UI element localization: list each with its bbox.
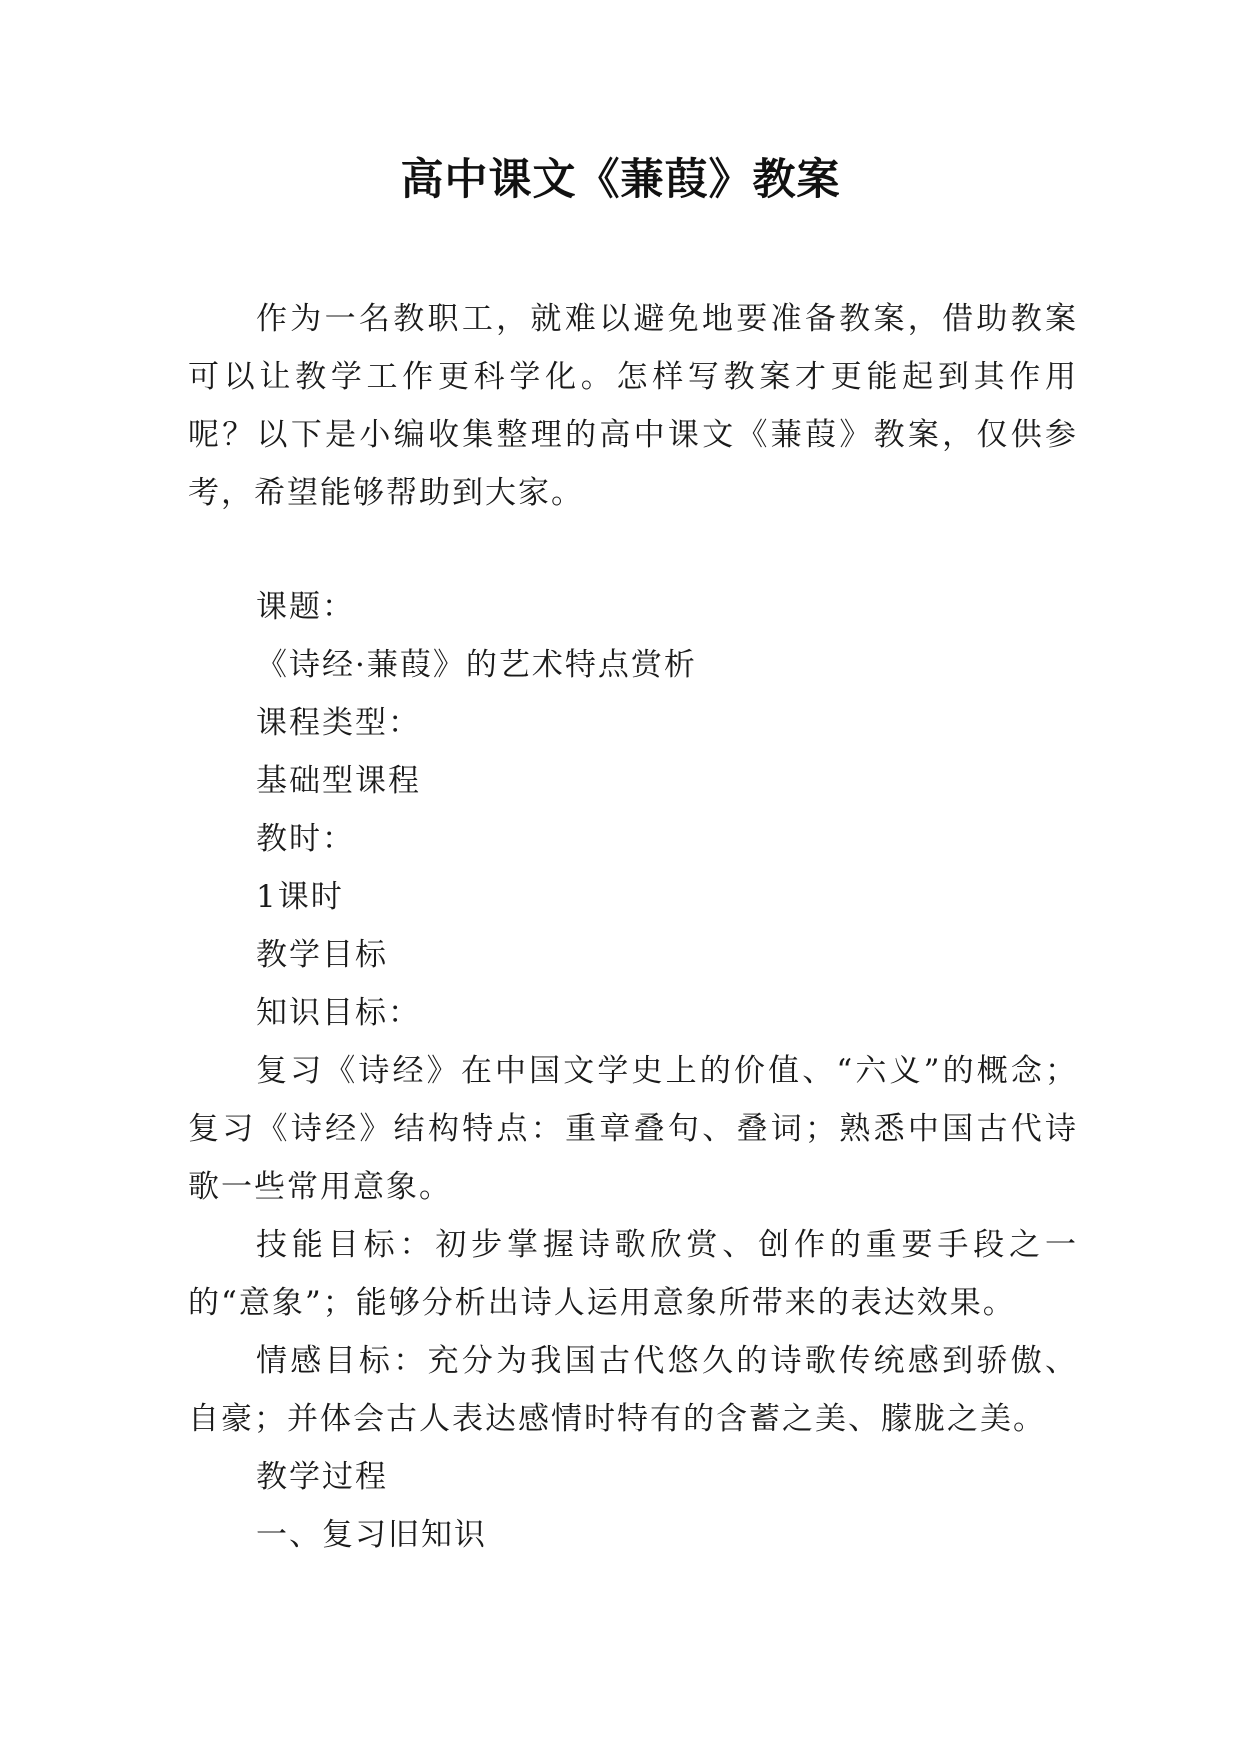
teaching-goals-heading: 教学目标	[256, 937, 388, 973]
knowledge-goal-label: 知识目标：	[256, 995, 421, 1031]
document-body	[188, 290, 1078, 1564]
class-hours-label: 教时：	[256, 821, 355, 857]
emotion-goal-paragraph: 情感目标：充分为我国古代悠久的诗歌传统感到骄傲、自豪；并体会古人表达感情时特有的含蓄之美、朦胧之美。	[188, 1343, 1078, 1437]
skill-goal-paragraph: 技能目标：初步掌握诗歌欣赏、创作的重要手段之一的“意象”；能够分析出诗人运用意象所带来的表达效果。	[188, 1227, 1078, 1321]
document-title: 高中课文《蒹葭》教案	[400, 155, 841, 205]
lesson-topic-value: 《诗经·蒹葭》的艺术特点赏析	[256, 647, 697, 683]
course-type-label: 课程类型：	[256, 705, 421, 741]
course-type-value: 基础型课程	[256, 763, 421, 799]
teaching-process-heading: 教学过程	[256, 1459, 388, 1495]
intro-paragraph: 作为一名教职工，就难以避免地要准备教案，借助教案可以让教学工作更科学化。怎样写教案才更能起到其作用呢？以下是小编收集整理的高中课文《蒹葭》教案，仅供参考，希望能够帮助到大家。	[188, 301, 1078, 511]
knowledge-goal-paragraph: 复习《诗经》在中国文学史上的价值、“六义”的概念；复习《诗经》结构特点：重章叠句、叠词；熟悉中国古代诗歌一些常用意象。	[188, 1053, 1078, 1205]
class-hours-value: 1课时	[256, 879, 344, 915]
lesson-topic-label: 课题：	[256, 589, 355, 625]
review-section-heading: 一、复习旧知识	[256, 1517, 487, 1553]
